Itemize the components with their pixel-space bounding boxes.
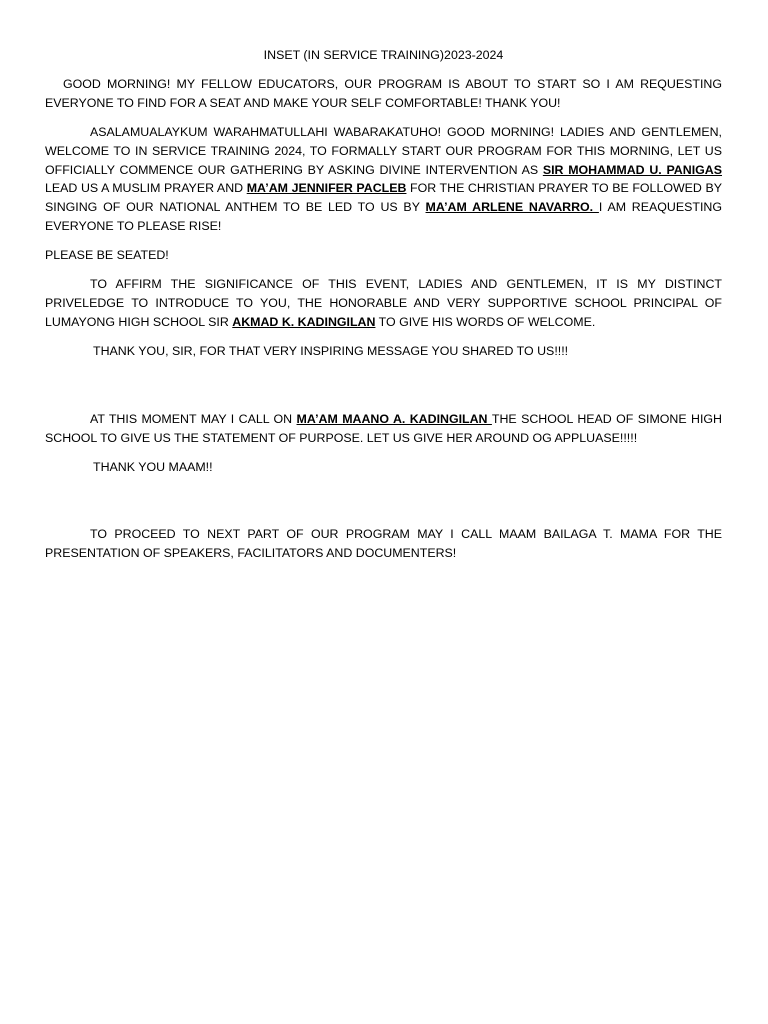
paragraph-text: I AM REAQUESTING EVERYONE TO PLEASE RISE! (45, 200, 722, 234)
paragraph-next-part: TO PROCEED TO NEXT PART OF OUR PROGRAM MAY I CALL MAAM BAILAGA T. MAMA FOR THE PRESENTATION OF SPEAKERS, FACILITATORS AND DOCUMENTERS! (45, 527, 722, 561)
name-christian-prayer-leader: MA’AM JENNIFER PACLEB (246, 181, 407, 196)
name-school-head: MA’AM MAANO A. KADINGILAN (296, 411, 492, 426)
blank-line (45, 486, 722, 525)
paragraph-text: FOR THE CHRISTIAN PRAYER TO BE FOLLOWED BY SINGING OF OUR NATIONAL ANTHEM TO BE LED TO US BY (45, 181, 722, 215)
paragraph-opening-prayer (45, 123, 722, 236)
paragraph-text: AT THIS MOMENT MAY I CALL ON (90, 411, 297, 426)
paragraph-text: TO AFFIRM THE SIGNIFICANCE OF THIS EVENT, LADIES AND GENTLEMEN, IT IS MY DISTINCT PRIVELEDGE TO INTRODUCE TO YOU, THE HONORABLE AND VERY SUPPORTIVE SCHOOL PRINCIPAL OF LUMAYONG HIGH SCHOOL SIR (45, 277, 722, 329)
paragraph-be-seated: PLEASE BE SEATED! (45, 248, 169, 263)
name-muslim-prayer-leader: SIR MOHAMMAD U. PANIGAS (542, 162, 722, 177)
paragraph-welcome-intro (45, 275, 722, 332)
document-title: INSET (IN SERVICE TRAINING)2023-2024 (263, 48, 504, 62)
document-page (45, 46, 722, 573)
paragraph-greeting: GOOD MORNING! MY FELLOW EDUCATORS, OUR PROGRAM IS ABOUT TO START SO I AM REQUESTING EVERYONE TO FIND FOR A SEAT AND MAKE YOUR SELF COMFORTABLE! THANK YOU! (45, 76, 722, 110)
name-school-principal: AKMAD K. KADINGILAN (232, 314, 376, 329)
blank-line (45, 371, 722, 410)
paragraph-text: THE SCHOOL HEAD OF SIMONE HIGH SCHOOL TO GIVE US THE STATEMENT OF PURPOSE. LET US GIVE HER AROUND OG APPLUASE!!!!! (45, 411, 722, 445)
paragraph-thank-you-sir: THANK YOU, SIR, FOR THAT VERY INSPIRING MESSAGE YOU SHARED TO US!!!! (93, 343, 569, 358)
paragraph-text: ASALAMUALAYKUM WARAHMATULLAHI WABARAKATUHO! GOOD MORNING! LADIES AND GENTLEMEN, WELCOME TO IN SERVICE TRAINING 2024, TO FORMALLY START OUR PROGRAM FOR THIS MORNING, LET US OFFICIALLY COMMENCE OUR GATHERING BY ASKING DIVINE INTERVENTION AS (45, 124, 722, 177)
paragraph-text: TO GIVE HIS WORDS OF WELCOME. (375, 314, 596, 329)
paragraph-text: LEAD US A MUSLIM PRAYER AND (45, 181, 247, 196)
paragraph-thank-you-maam: THANK YOU MAAM!! (93, 459, 213, 474)
name-anthem-leader: MA’AM ARLENE NAVARRO. (425, 200, 599, 215)
paragraph-statement-of-purpose (45, 410, 722, 448)
